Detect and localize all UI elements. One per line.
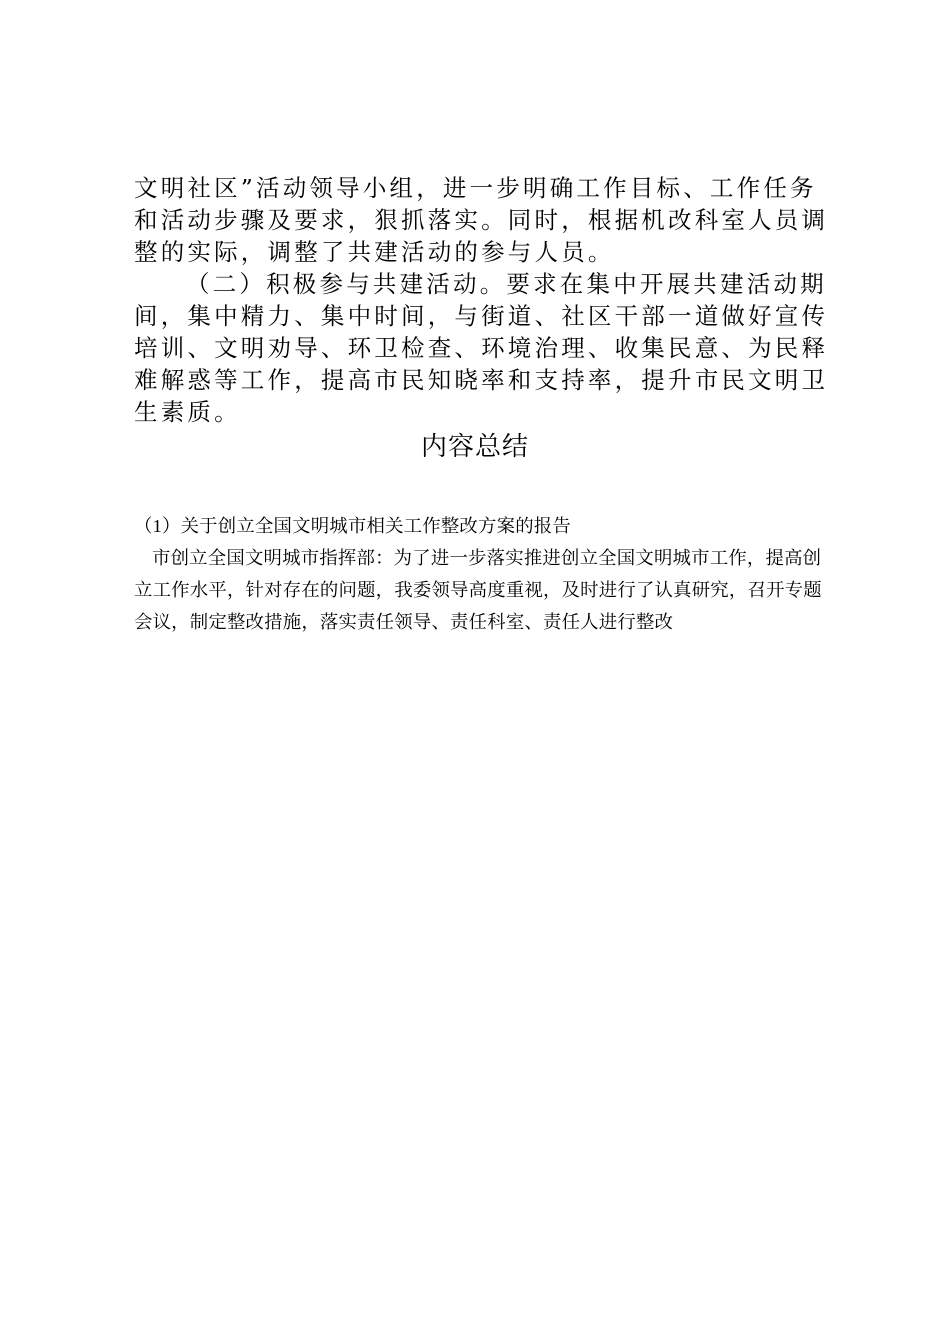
summary-item-title: （1）关于创立全国文明城市相关工作整改方案的报告 — [134, 516, 571, 536]
summary-heading: 内容总结 — [420, 432, 529, 462]
summary-paragraph: 市创立全国文明城市指挥部：为了进一步落实推进创立全国文明城市工作，提高创立工作水平，针对存在的问题，我委领导高度重视，及时进行了认真研究，召开专题会议，制定整改措施，落实责任领导、责任科室、责任人进行整改 — [134, 548, 822, 632]
summary-section — [134, 510, 834, 638]
paragraph-continuation: 文明社区”活动领导小组，进一步明确工作目标、工作任务和活动步骤及要求，狠抓落实。同时，根据机改科室人员调整的实际，调整了共建活动的参与人员。 — [134, 174, 829, 266]
body-text — [134, 172, 834, 428]
paragraph-participation: （二）积极参与共建活动。要求在集中开展共建活动期间，集中精力、集中时间，与街道、社区干部一道做好宣传培训、文明劝导、环卫检查、环境治理、收集民意、为民释难解惑等工作，提高市民知晓率和支持率，提升市民文明卫生素质。 — [134, 270, 829, 426]
